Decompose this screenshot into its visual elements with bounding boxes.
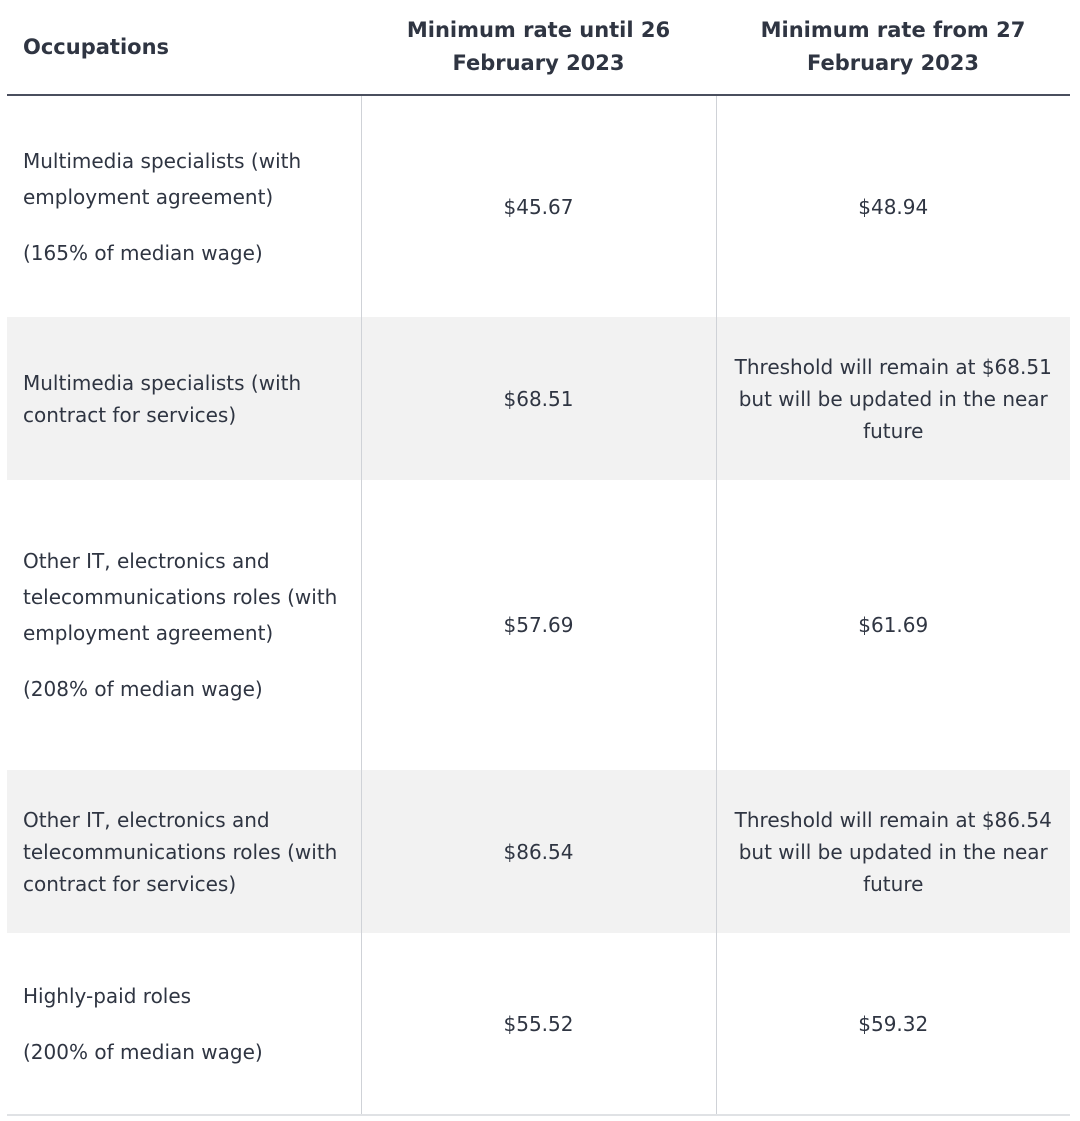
occupation-name: Other IT, electronics and telecommunications roles (with employment agreement): [23, 549, 338, 645]
table-row: [7, 933, 1070, 1115]
occupation-note: (165% of median wage): [23, 240, 263, 265]
rate-until-cell: $55.52: [361, 933, 716, 1115]
table-row: [7, 95, 1070, 317]
occupation-cell: [7, 933, 361, 1115]
rate-until-cell: $57.69: [361, 480, 716, 770]
occupation-name: Multimedia specialists (with employment agreement): [23, 148, 302, 209]
table-body: [7, 95, 1070, 1115]
table-row: [7, 317, 1070, 480]
rate-until-cell: $86.54: [361, 770, 716, 933]
rate-from-cell: Threshold will remain at $86.54 but will be updated in the near future: [716, 770, 1070, 933]
occupation-note: (200% of median wage): [23, 1039, 263, 1064]
occupation-name: Multimedia specialists (with contract for services): [23, 370, 302, 427]
table-header: [7, 0, 1070, 95]
rate-until-cell: $68.51: [361, 317, 716, 480]
minimum-rates-table: [7, 0, 1070, 1116]
rate-from-cell: $59.32: [716, 933, 1070, 1115]
header-rate-from: Minimum rate from 27 February 2023: [716, 0, 1070, 95]
occupation-cell: [7, 317, 361, 480]
occupation-cell: [7, 480, 361, 770]
rate-from-cell: Threshold will remain at $68.51 but will be updated in the near future: [716, 317, 1070, 480]
occupation-name: Highly-paid roles: [23, 983, 192, 1008]
occupation-note: (208% of median wage): [23, 677, 263, 701]
table-row: [7, 770, 1070, 933]
header-row: [7, 0, 1070, 95]
header-rate-until: Minimum rate until 26 February 2023: [361, 0, 716, 95]
rate-until-cell: $45.67: [361, 95, 716, 317]
table-row: [7, 480, 1070, 770]
rate-from-cell: $48.94: [858, 194, 929, 219]
header-occupations: Occupations: [7, 0, 361, 95]
occupation-name: Other IT, electronics and telecommunications roles (with contract for services): [23, 807, 338, 896]
occupation-cell: [7, 95, 361, 317]
rate-from-cell: $61.69: [858, 613, 929, 637]
occupation-cell: [7, 770, 361, 933]
